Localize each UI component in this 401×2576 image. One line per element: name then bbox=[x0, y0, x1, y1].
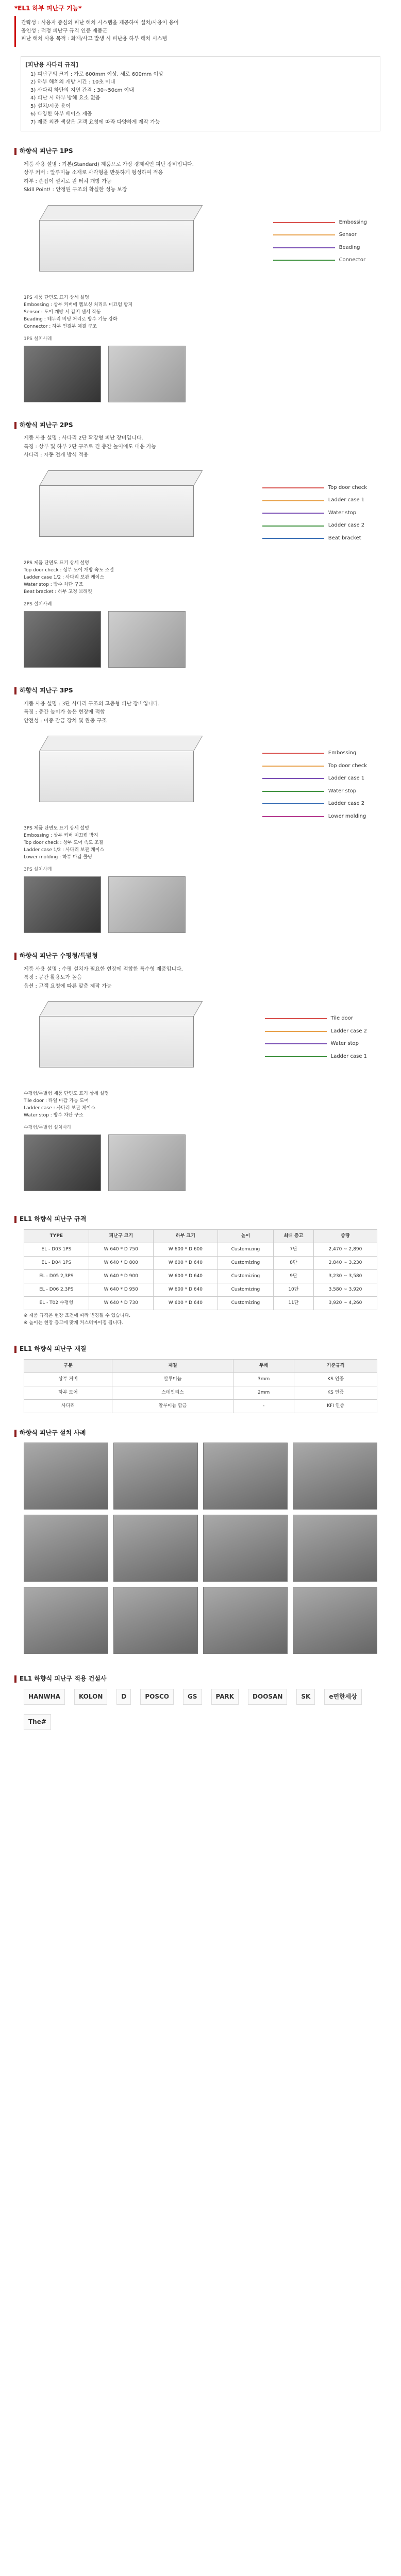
section-desc-line: 제품 사용 설명 : 기본(Standard) 제품으로 가장 경제적인 피난 장비입니다. bbox=[24, 161, 194, 167]
legend-row bbox=[265, 1015, 367, 1023]
spec-note: ※ 높이는 현장 층고에 맞게 커스터마이징 됩니다. bbox=[24, 1320, 123, 1326]
legend-label: Beading bbox=[339, 244, 360, 250]
table-cell: 알루미늄 합금 bbox=[112, 1399, 233, 1413]
section-bar bbox=[14, 1430, 16, 1437]
section-title: 하향식 피난구 1PS bbox=[20, 147, 73, 155]
table-cell: KFI 인증 bbox=[294, 1399, 377, 1413]
table-header-cell: 중량 bbox=[314, 1229, 377, 1243]
legend-line bbox=[262, 487, 324, 488]
install-photo bbox=[24, 1443, 108, 1510]
table-cell: 11단 bbox=[273, 1297, 313, 1310]
legend-line bbox=[262, 753, 324, 754]
section-desc-line: Skill Point! : 안정된 구조의 확실한 성능 보장 bbox=[24, 187, 127, 193]
table-cell: EL - D06 2,3PS bbox=[24, 1283, 89, 1297]
table-header-cell: 하부 크기 bbox=[153, 1229, 218, 1243]
product-sections bbox=[0, 147, 401, 1194]
diagram-legend bbox=[265, 1010, 367, 1065]
product-drawing bbox=[39, 1016, 194, 1067]
legend-label: Beat bracket bbox=[328, 535, 361, 541]
brand-logo: D bbox=[116, 1689, 131, 1705]
table-header-cell: 피난구 크기 bbox=[89, 1229, 153, 1243]
section-note: Ladder case : 사다리 보관 케이스 bbox=[24, 1106, 95, 1111]
legend-label: Water stop bbox=[328, 510, 357, 516]
material-table bbox=[24, 1359, 377, 1413]
table-cell: Customizing bbox=[218, 1283, 274, 1297]
section-desc-line: 제품 사용 설명 : 3단 사다리 구조의 고층형 피난 장비입니다. bbox=[24, 701, 160, 707]
table-cell: 상부 커버 bbox=[24, 1372, 112, 1386]
table-row bbox=[24, 1386, 377, 1399]
section-desc bbox=[0, 430, 401, 465]
table-header-cell: TYPE bbox=[24, 1229, 89, 1243]
photos-label: 3PS 설치사례 bbox=[24, 867, 52, 873]
legend-label: Connector bbox=[339, 257, 366, 263]
section-desc-line: 특징 : 층간 높이가 높은 현장에 적합 bbox=[24, 709, 105, 716]
table-header-cell: 기준규격 bbox=[294, 1359, 377, 1372]
table-cell: 3,920 ~ 4,260 bbox=[314, 1297, 377, 1310]
table-cell: - bbox=[233, 1399, 294, 1413]
section-note: Water stop : 방수 차단 구조 bbox=[24, 582, 83, 588]
install-photo bbox=[203, 1515, 288, 1582]
table-cell: 9단 bbox=[273, 1270, 313, 1283]
section-note: Water stop : 방수 차단 구조 bbox=[24, 1113, 83, 1118]
table-cell: Customizing bbox=[218, 1256, 274, 1269]
spec-notes bbox=[0, 1310, 401, 1329]
product-drawing-top bbox=[39, 736, 203, 751]
section-note: Top door check : 상부 도어 개방 속도 조절 bbox=[24, 567, 114, 573]
table-cell: W 640 * D 900 bbox=[89, 1270, 153, 1283]
section-photos bbox=[0, 608, 401, 671]
brand-logo: SK bbox=[296, 1689, 315, 1705]
diagram-legend bbox=[262, 479, 367, 548]
section-note: Embossing : 상부 커버 미끄럼 방지 bbox=[24, 833, 98, 839]
legend-line bbox=[262, 816, 324, 817]
install-photo bbox=[293, 1443, 377, 1510]
legend-label: Ladder case 2 bbox=[328, 522, 365, 529]
legend-line bbox=[265, 1031, 327, 1032]
install-photo bbox=[108, 611, 186, 668]
legend-row bbox=[262, 484, 367, 492]
section-desc-line: 상부 커버 : 알루미늄 소재로 사각형을 반듯하게 형성하여 적용 bbox=[24, 170, 163, 176]
install-photo bbox=[293, 1587, 377, 1654]
legend-label: Embossing bbox=[339, 219, 367, 225]
section-photos bbox=[0, 873, 401, 936]
section-diagram bbox=[24, 205, 377, 287]
material-table-head bbox=[24, 1359, 377, 1372]
table-cell: 사다리 bbox=[24, 1399, 112, 1413]
table-cell: KS 인증 bbox=[294, 1372, 377, 1386]
features-title: [피난용 사다리 규격] bbox=[25, 61, 78, 68]
table-row bbox=[24, 1372, 377, 1386]
section-diagram bbox=[24, 470, 377, 552]
legend-line bbox=[262, 766, 324, 767]
table-cell: EL - D03 1PS bbox=[24, 1243, 89, 1256]
material-table-header bbox=[0, 1345, 401, 1353]
feature-line: 1) 피난구의 크기 : 가로 600mm 이상, 세로 600mm 이상 bbox=[30, 71, 163, 77]
section-bar bbox=[14, 953, 16, 960]
table-row bbox=[24, 1297, 377, 1310]
legend-row bbox=[262, 510, 367, 517]
section-desc-line: 안전성 : 이중 잠금 장치 및 완충 구조 bbox=[24, 718, 107, 724]
brands-title: EL1 하향식 피난구 적용 건설사 bbox=[20, 1675, 107, 1683]
section-photos bbox=[0, 1131, 401, 1194]
table-header-cell: 재질 bbox=[112, 1359, 233, 1372]
install-photo bbox=[24, 1515, 108, 1582]
table-row bbox=[24, 1399, 377, 1413]
install-photo bbox=[108, 1134, 186, 1191]
legend-label: Water stop bbox=[330, 1041, 359, 1047]
section-desc-line: 하부 : 손잡이 설치로 원 터치 개방 가능 bbox=[24, 178, 112, 184]
intro-box bbox=[14, 16, 387, 47]
legend-row bbox=[262, 762, 367, 770]
table-cell: W 640 * D 750 bbox=[89, 1243, 153, 1256]
section-notes bbox=[0, 1088, 401, 1122]
legend-line bbox=[262, 803, 324, 804]
table-row bbox=[24, 1243, 377, 1256]
table-cell: 8단 bbox=[273, 1256, 313, 1269]
section-note: Top door check : 상부 도어 속도 조절 bbox=[24, 840, 104, 846]
install-photo bbox=[108, 876, 186, 933]
legend-label: Top door check bbox=[328, 762, 367, 769]
table-row bbox=[24, 1256, 377, 1269]
install-photo bbox=[24, 1587, 108, 1654]
table-cell: W 640 * D 730 bbox=[89, 1297, 153, 1310]
product-drawing bbox=[39, 220, 194, 272]
table-cell: Customizing bbox=[218, 1297, 274, 1310]
section-header bbox=[0, 147, 401, 156]
table-cell: 2,840 ~ 3,230 bbox=[314, 1256, 377, 1269]
section-note: Beading : 테두리 비딩 처리로 방수 기능 강화 bbox=[24, 316, 118, 322]
product-drawing-top bbox=[39, 1001, 203, 1016]
brand-logo: GS bbox=[183, 1689, 202, 1705]
table-cell: W 600 * D 640 bbox=[153, 1297, 218, 1310]
section-desc-line: 제품 사용 설명 : 사다리 2단 확장형 피난 장비입니다. bbox=[24, 435, 143, 442]
legend-line bbox=[262, 526, 324, 527]
table-cell: 하부 도어 bbox=[24, 1386, 112, 1399]
section-note: Tile door : 타일 마감 가능 도어 bbox=[24, 1098, 89, 1104]
diagram-legend bbox=[262, 744, 367, 825]
table-cell: 알루미늄 bbox=[112, 1372, 233, 1386]
material-table-body bbox=[24, 1372, 377, 1413]
install-photo bbox=[203, 1443, 288, 1510]
product-drawing bbox=[39, 751, 194, 802]
section-bar bbox=[14, 1675, 16, 1683]
legend-line bbox=[262, 513, 324, 514]
feature-line: 2) 하부 해치의 개방 시간 : 10초 이내 bbox=[30, 79, 115, 86]
legend-line bbox=[273, 247, 335, 248]
table-cell: EL - D05 2,3PS bbox=[24, 1270, 89, 1283]
brand-logo: POSCO bbox=[140, 1689, 174, 1705]
diagram-legend bbox=[273, 214, 367, 269]
spec-table-wrap bbox=[0, 1229, 401, 1310]
install-photo bbox=[293, 1515, 377, 1582]
product-drawing bbox=[39, 485, 194, 537]
product-section bbox=[0, 421, 401, 671]
install-photo bbox=[113, 1515, 198, 1582]
legend-row bbox=[273, 231, 367, 239]
section-bar bbox=[14, 1346, 16, 1353]
table-cell: W 600 * D 600 bbox=[153, 1243, 218, 1256]
legend-line bbox=[265, 1018, 327, 1019]
section-note: Beat bracket : 하부 고정 브래킷 bbox=[24, 589, 92, 595]
section-note: Sensor : 도어 개방 시 감지 센서 작동 bbox=[24, 309, 101, 315]
table-cell: 10단 bbox=[273, 1283, 313, 1297]
install-photo bbox=[24, 876, 101, 933]
section-note: 3PS 제품 단면도 표기 상세 설명 bbox=[24, 826, 89, 832]
section-note: Connector : 하부 연결부 체결 구조 bbox=[24, 324, 97, 329]
legend-line bbox=[262, 778, 324, 779]
brand-logo: HANWHA bbox=[24, 1689, 65, 1705]
spec-table-header bbox=[0, 1215, 401, 1224]
brand-logo: PARK bbox=[211, 1689, 239, 1705]
section-desc-line: 사다리 : 자동 전개 방식 적용 bbox=[24, 452, 89, 459]
table-cell: W 640 * D 800 bbox=[89, 1256, 153, 1269]
table-header-cell: 최대 층고 bbox=[273, 1229, 313, 1243]
section-note: 2PS 제품 단면도 표기 상세 설명 bbox=[24, 560, 89, 566]
legend-row bbox=[273, 244, 367, 252]
legend-row bbox=[262, 788, 367, 795]
legend-row bbox=[273, 219, 367, 227]
intro-title: *EL1 하부 피난구 기능* bbox=[14, 5, 82, 12]
legend-row bbox=[262, 800, 367, 808]
section-header bbox=[0, 952, 401, 960]
spec-table bbox=[24, 1229, 377, 1310]
legend-line bbox=[265, 1056, 327, 1057]
install-photo bbox=[113, 1443, 198, 1510]
legend-row bbox=[262, 775, 367, 783]
feature-line: 5) 설치/시공 용이 bbox=[30, 103, 71, 109]
section-note: 수평형/특별형 제품 단면도 표기 상세 설명 bbox=[24, 1091, 109, 1097]
table-row bbox=[24, 1283, 377, 1297]
spec-table-head bbox=[24, 1229, 377, 1243]
photos-label: 수평형/특별형 설치사례 bbox=[24, 1125, 72, 1131]
photos-label: 2PS 설치사례 bbox=[24, 602, 52, 607]
feature-line: 6) 다양한 하부 베이스 제공 bbox=[30, 111, 92, 117]
section-desc bbox=[0, 961, 401, 996]
intro-section bbox=[0, 0, 401, 51]
legend-row bbox=[265, 1028, 367, 1036]
legend-label: Water stop bbox=[328, 788, 357, 794]
table-cell: Customizing bbox=[218, 1243, 274, 1256]
install-photo-grid bbox=[0, 1437, 401, 1659]
legend-label: Ladder case 2 bbox=[328, 801, 365, 807]
section-header bbox=[0, 686, 401, 695]
install-photo bbox=[113, 1587, 198, 1654]
legend-label: Lower molding bbox=[328, 813, 366, 819]
section-bar bbox=[14, 422, 16, 429]
table-cell: Customizing bbox=[218, 1270, 274, 1283]
legend-line bbox=[265, 1043, 327, 1044]
legend-line bbox=[273, 234, 335, 235]
section-title: 하향식 피난구 3PS bbox=[20, 687, 73, 694]
legend-label: Ladder case 1 bbox=[328, 775, 365, 782]
legend-label: Tile door bbox=[330, 1015, 354, 1022]
section-desc-line: 특징 : 공간 활용도가 높음 bbox=[24, 975, 82, 981]
legend-label: Ladder case 1 bbox=[330, 1053, 367, 1059]
section-notes bbox=[0, 557, 401, 598]
section-photos bbox=[0, 343, 401, 405]
intro-line: 간략성 : 사용자 중심의 피난 해치 시스템을 제공하여 설치/사용이 용이 bbox=[21, 20, 179, 26]
spec-table-title: EL1 하향식 피난구 규격 bbox=[20, 1215, 87, 1223]
brand-logo: KOLON bbox=[74, 1689, 107, 1705]
table-cell: 2mm bbox=[233, 1386, 294, 1399]
legend-label: Ladder case 1 bbox=[328, 497, 365, 503]
table-cell: 3,230 ~ 3,580 bbox=[314, 1270, 377, 1283]
section-desc-line: 옵션 : 고객 요청에 따른 맞춤 제작 가능 bbox=[24, 983, 112, 989]
section-note: Embossing : 상부 커버에 엠보싱 처리로 미끄럼 방지 bbox=[24, 302, 133, 308]
table-row bbox=[24, 1270, 377, 1283]
feature-line: 4) 피난 시 하부 방해 요소 없음 bbox=[30, 95, 101, 101]
table-header-cell: 두께 bbox=[233, 1359, 294, 1372]
table-cell: 3,580 ~ 3,920 bbox=[314, 1283, 377, 1297]
table-cell: EL - T02 수평형 bbox=[24, 1297, 89, 1310]
legend-row bbox=[265, 1053, 367, 1061]
table-cell: 2,470 ~ 2,890 bbox=[314, 1243, 377, 1256]
brand-logo: e편한세상 bbox=[324, 1689, 362, 1705]
section-bar bbox=[14, 1216, 16, 1223]
section-notes bbox=[0, 823, 401, 863]
legend-row bbox=[273, 257, 367, 264]
legend-label: Embossing bbox=[328, 750, 357, 756]
product-section bbox=[0, 686, 401, 936]
feature-line: 7) 제품 외관 색상은 고객 요청에 따라 다양하게 제작 가능 bbox=[30, 119, 160, 125]
table-cell: KS 인증 bbox=[294, 1386, 377, 1399]
section-note: Ladder case 1/2 : 사다리 보관 케이스 bbox=[24, 848, 105, 853]
install-photo bbox=[108, 346, 186, 402]
table-cell: 7단 bbox=[273, 1243, 313, 1256]
photos-label: 1PS 설치사례 bbox=[24, 336, 52, 342]
table-header-cell: 높이 bbox=[218, 1229, 274, 1243]
table-cell: W 600 * D 640 bbox=[153, 1283, 218, 1297]
legend-label: Top door check bbox=[328, 484, 367, 490]
brand-logos bbox=[0, 1684, 401, 1736]
legend-line bbox=[262, 791, 324, 792]
section-note: Lower molding : 하부 마감 몰딩 bbox=[24, 855, 92, 860]
legend-label: Ladder case 2 bbox=[330, 1028, 367, 1034]
section-title: 하향식 피난구 수평형/특별형 bbox=[20, 952, 98, 960]
section-desc-line: 특징 : 상부 및 하부 2단 구조로 긴 층간 높이에도 대응 가능 bbox=[24, 444, 157, 450]
install-title: 하향식 피난구 설치 사례 bbox=[20, 1429, 86, 1436]
material-table-wrap bbox=[0, 1359, 401, 1413]
table-header-cell: 구분 bbox=[24, 1359, 112, 1372]
section-bar bbox=[14, 687, 16, 694]
intro-line: 공인성 : 적정 피난구 규격 인증 제품군 bbox=[21, 28, 108, 34]
install-photo bbox=[24, 611, 101, 668]
section-diagram bbox=[24, 1001, 377, 1083]
legend-row bbox=[262, 535, 367, 543]
feature-line: 3) 사다리 하단의 지면 간격 : 30~50cm 이내 bbox=[30, 87, 134, 93]
section-bar bbox=[14, 148, 16, 155]
section-header bbox=[0, 421, 401, 430]
legend-row bbox=[262, 497, 367, 504]
section-note: Ladder case 1/2 : 사다리 보관 케이스 bbox=[24, 574, 105, 580]
product-section bbox=[0, 952, 401, 1194]
table-cell: 스테인리스 bbox=[112, 1386, 233, 1399]
spec-table-body bbox=[24, 1243, 377, 1310]
legend-row bbox=[262, 813, 367, 821]
legend-line bbox=[273, 260, 335, 261]
brands-header bbox=[0, 1674, 401, 1683]
table-cell: W 600 * D 640 bbox=[153, 1270, 218, 1283]
section-title: 하향식 피난구 2PS bbox=[20, 421, 73, 429]
table-cell: W 600 * D 640 bbox=[153, 1256, 218, 1269]
section-desc bbox=[0, 696, 401, 731]
legend-row bbox=[262, 522, 367, 530]
product-drawing-top bbox=[39, 470, 203, 486]
material-table-title: EL1 하향식 피난구 재질 bbox=[20, 1345, 87, 1353]
section-notes bbox=[0, 292, 401, 333]
product-drawing-top bbox=[39, 205, 203, 221]
legend-row bbox=[265, 1040, 367, 1048]
spec-note: ※ 제품 규격은 현장 조건에 따라 변경될 수 있습니다. bbox=[24, 1313, 131, 1319]
section-diagram bbox=[24, 735, 377, 818]
section-desc bbox=[0, 156, 401, 199]
intro-line: 피난 해치 사용 목적 : 화재/사고 발생 시 피난용 하부 해치 시스템 bbox=[21, 36, 168, 42]
install-photo bbox=[24, 1134, 101, 1191]
legend-line bbox=[262, 538, 324, 539]
table-cell: EL - D04 1PS bbox=[24, 1256, 89, 1269]
brand-logo: The# bbox=[24, 1714, 51, 1730]
brand-logo: DOOSAN bbox=[248, 1689, 287, 1705]
table-cell: W 640 * D 950 bbox=[89, 1283, 153, 1297]
install-photo bbox=[24, 346, 101, 402]
table-cell: 3mm bbox=[233, 1372, 294, 1386]
section-desc-line: 제품 사용 설명 : 수평 설치가 필요한 현장에 적합한 특수형 제품입니다. bbox=[24, 966, 183, 972]
legend-line bbox=[262, 500, 324, 501]
install-photo bbox=[203, 1587, 288, 1654]
legend-row bbox=[262, 750, 367, 757]
install-header bbox=[0, 1429, 401, 1437]
legend-line bbox=[273, 222, 335, 223]
section-note: 1PS 제품 단면도 표기 상세 설명 bbox=[24, 295, 89, 300]
product-section bbox=[0, 147, 401, 405]
features-box bbox=[21, 56, 380, 131]
legend-label: Sensor bbox=[339, 232, 357, 238]
